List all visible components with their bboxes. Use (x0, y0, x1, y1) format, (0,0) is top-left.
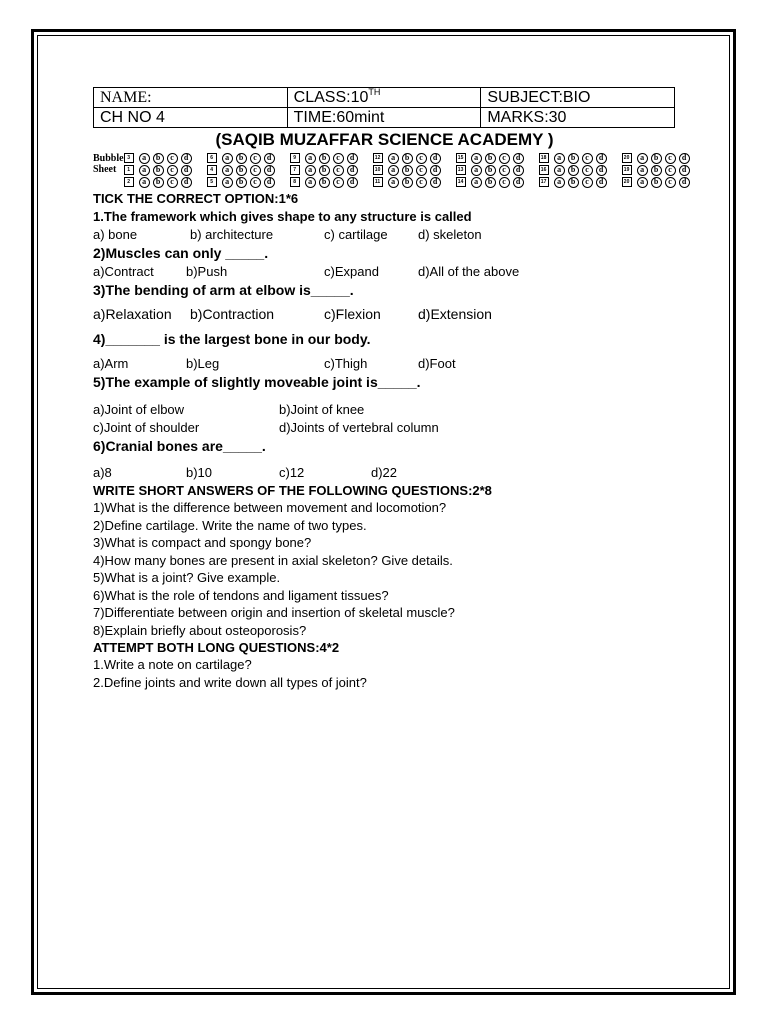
mcq-option[interactable]: c)12 (279, 465, 305, 480)
answer-bubble[interactable]: a (139, 165, 150, 176)
answer-bubble[interactable]: b (568, 153, 579, 164)
answer-bubble[interactable]: a (222, 177, 233, 188)
answer-bubble[interactable]: b (236, 153, 247, 164)
answer-bubble[interactable]: c (167, 177, 178, 188)
answer-bubble[interactable]: d (430, 165, 441, 176)
answer-bubble[interactable]: c (665, 153, 676, 164)
bubble-sheet-label: Bubble Sheet (93, 153, 124, 175)
mcq-option[interactable]: a)8 (93, 465, 112, 480)
short-question: 4)How many bones are present in axial skeleton? Give details. (93, 552, 453, 568)
short-question: 2)Define cartilage. Write the name of two types. (93, 517, 367, 533)
mcq-options-5a (93, 401, 676, 419)
answer-bubble[interactable]: d (679, 153, 690, 164)
answer-bubble[interactable]: c (167, 165, 178, 176)
answer-bubble[interactable]: b (402, 165, 413, 176)
mcq-question-4: 4)_______ is the largest bone in our body. (93, 331, 371, 347)
mcq-options-3 (93, 304, 676, 324)
bubble-question-number: 11 (373, 177, 383, 187)
bubble-question-number: 5 (207, 177, 217, 187)
bubble-question-number: 3 (124, 153, 134, 163)
bubble-column (290, 152, 373, 188)
bubble-row (456, 164, 539, 176)
mcq-heading: TICK THE CORRECT OPTION:1*6 (93, 191, 299, 206)
bubble-question-number: 12 (373, 153, 383, 163)
bubble-column (456, 152, 539, 188)
mcq-options-6 (93, 464, 676, 482)
short-question: 7)Differentiate between origin and insertion of skeletal muscle? (93, 605, 455, 620)
paper-content (93, 87, 687, 691)
class-superscript: TH (368, 87, 381, 97)
answer-bubble[interactable]: b (319, 153, 330, 164)
answer-bubble[interactable]: b (153, 153, 164, 164)
mcq-option[interactable]: a)Joint of elbow (93, 402, 185, 417)
mcq-option[interactable]: c) cartilage (324, 227, 388, 242)
bubble-question-number: 18 (539, 153, 549, 163)
mcq-options-4 (93, 355, 676, 373)
bubble-row (290, 152, 373, 164)
mcq-option[interactable]: b) architecture (190, 227, 274, 242)
answer-bubble[interactable]: c (250, 153, 261, 164)
mcq-option[interactable]: b)Joint of knee (279, 402, 365, 417)
answer-bubble[interactable]: a (554, 165, 565, 176)
class-cell (287, 88, 481, 108)
bubble-question-number: 16 (539, 165, 549, 175)
answer-bubble[interactable]: a (637, 165, 648, 176)
bubble-sheet-grid (124, 152, 705, 188)
answer-bubble[interactable]: a (554, 153, 565, 164)
mcq-question-5: 5)The example of slightly moveable joint is_____. (93, 374, 421, 390)
mcq-question-3: 3)The bending of arm at elbow is_____. (93, 282, 354, 298)
short-question: 3)What is compact and spongy bone? (93, 535, 312, 550)
mcq-options-5b (93, 419, 676, 437)
answer-bubble[interactable]: c (499, 165, 510, 176)
answer-bubble[interactable]: b (153, 177, 164, 188)
mcq-question-2: 2)Muscles can only _____. (93, 245, 269, 261)
answer-bubble[interactable]: c (582, 177, 593, 188)
bubble-row (456, 152, 539, 164)
answer-bubble[interactable]: b (568, 165, 579, 176)
mcq-option[interactable]: d) skeleton (418, 227, 482, 242)
bubble-row (539, 164, 622, 176)
bubble-column (622, 152, 705, 188)
bubble-question-number: 9 (290, 153, 300, 163)
short-question: 6)What is the role of tendons and ligament tissues? (93, 587, 389, 603)
answer-bubble[interactable]: c (499, 153, 510, 164)
long-question: 2.Define joints and write down all types of joint? (93, 674, 367, 690)
answer-bubble[interactable]: b (485, 177, 496, 188)
answer-bubble[interactable]: c (416, 177, 427, 188)
bubble-row (622, 152, 705, 164)
answer-bubble[interactable]: d (347, 165, 358, 176)
bubble-column (207, 152, 290, 188)
answer-bubble[interactable]: d (264, 153, 275, 164)
bubble-row (290, 176, 373, 188)
bubble-question-number: 13 (456, 165, 466, 175)
mcq-option[interactable]: c)Joint of shoulder (93, 420, 200, 435)
answer-bubble[interactable]: c (250, 165, 261, 176)
answer-bubble[interactable]: c (333, 165, 344, 176)
mcq-option[interactable]: c)Flexion (324, 306, 381, 322)
short-questions-heading: WRITE SHORT ANSWERS OF THE FOLLOWING QUESTIONS:2*8 (93, 483, 492, 498)
bubble-row (622, 164, 705, 176)
answer-bubble[interactable]: d (181, 153, 192, 164)
answer-bubble[interactable]: c (333, 153, 344, 164)
time-cell: TIME:60mint (287, 108, 481, 128)
answer-bubble[interactable]: b (651, 153, 662, 164)
mcq-option[interactable]: a)Arm (93, 356, 129, 371)
answer-bubble[interactable]: a (305, 153, 316, 164)
class-label: CLASS:10 (293, 89, 369, 106)
answer-bubble[interactable]: b (568, 177, 579, 188)
answer-bubble[interactable]: b (319, 177, 330, 188)
answer-bubble[interactable]: c (665, 177, 676, 188)
answer-bubble[interactable]: a (471, 177, 482, 188)
bubble-column (124, 152, 207, 188)
answer-bubble[interactable]: c (250, 177, 261, 188)
mcq-option[interactable]: a)Relaxation (93, 306, 172, 322)
answer-bubble[interactable]: b (485, 153, 496, 164)
answer-bubble[interactable]: d (596, 177, 607, 188)
mcq-option[interactable]: a)Contract (93, 264, 154, 279)
mcq-option[interactable]: d)Foot (418, 356, 456, 371)
answer-bubble[interactable]: d (679, 165, 690, 176)
bubble-row (207, 152, 290, 164)
bubble-question-number: 14 (456, 177, 466, 187)
bubble-question-number: 6 (207, 153, 217, 163)
answer-bubble[interactable]: a (305, 177, 316, 188)
bubble-row (207, 176, 290, 188)
bubble-row (124, 176, 207, 188)
bubble-row (373, 176, 456, 188)
bubble-column (539, 152, 622, 188)
answer-bubble[interactable]: d (513, 165, 524, 176)
bubble-question-number: 7 (290, 165, 300, 175)
mcq-option[interactable]: c)Expand (324, 264, 379, 279)
short-question: 1)What is the difference between movement and locomotion? (93, 500, 447, 515)
answer-bubble[interactable]: b (651, 165, 662, 176)
answer-bubble[interactable]: d (347, 177, 358, 188)
bubble-question-number: 10 (373, 165, 383, 175)
bubble-row (124, 152, 207, 164)
answer-bubble[interactable]: a (388, 177, 399, 188)
header-table (93, 87, 675, 128)
bubble-row (373, 152, 456, 164)
answer-bubble[interactable]: d (513, 177, 524, 188)
answer-bubble[interactable]: a (222, 153, 233, 164)
bubble-question-number: 2 (124, 177, 134, 187)
bubble-row (622, 176, 705, 188)
answer-bubble[interactable]: c (416, 153, 427, 164)
answer-bubble[interactable]: b (236, 177, 247, 188)
answer-bubble[interactable]: d (264, 165, 275, 176)
mcq-option[interactable]: d)Extension (418, 306, 492, 322)
answer-bubble[interactable]: b (485, 165, 496, 176)
answer-bubble[interactable]: d (430, 153, 441, 164)
bubble-sheet (93, 152, 687, 190)
answer-bubble[interactable]: d (347, 153, 358, 164)
answer-bubble[interactable]: c (499, 177, 510, 188)
bubble-question-number: 17 (539, 177, 549, 187)
mcq-option[interactable]: a) bone (93, 227, 138, 242)
answer-bubble[interactable]: b (402, 153, 413, 164)
answer-bubble[interactable]: d (596, 153, 607, 164)
answer-bubble[interactable]: a (139, 153, 150, 164)
mcq-option[interactable]: c)Thigh (324, 356, 368, 371)
short-question: 8)Explain briefly about osteoporosis? (93, 622, 307, 638)
mcq-option[interactable]: d)Joints of vertebral column (279, 420, 439, 435)
answer-bubble[interactable]: a (222, 165, 233, 176)
answer-bubble[interactable]: b (319, 165, 330, 176)
answer-bubble[interactable]: d (679, 177, 690, 188)
answer-bubble[interactable]: b (651, 177, 662, 188)
bubble-question-number: 20 (622, 177, 632, 187)
bubble-row (539, 152, 622, 164)
answer-bubble[interactable]: a (471, 165, 482, 176)
bubble-question-number: 15 (456, 153, 466, 163)
bubble-question-number: 1 (124, 165, 134, 175)
bubble-question-number: 8 (290, 177, 300, 187)
answer-bubble[interactable]: c (582, 153, 593, 164)
answer-bubble[interactable]: b (153, 165, 164, 176)
subject-cell: SUBJECT:BIO (481, 88, 675, 108)
answer-bubble[interactable]: d (181, 165, 192, 176)
answer-bubble[interactable]: d (181, 177, 192, 188)
bubble-row (207, 164, 290, 176)
bubble-row (373, 164, 456, 176)
mcq-question-6: 6)Cranial bones are_____. (93, 438, 266, 454)
answer-bubble[interactable]: a (305, 165, 316, 176)
bubble-row (290, 164, 373, 176)
bubble-question-number: 20 (622, 153, 632, 163)
long-questions-heading: ATTEMPT BOTH LONG QUESTIONS:4*2 (93, 640, 340, 655)
answer-bubble[interactable]: c (665, 165, 676, 176)
bubble-question-number: 19 (622, 165, 632, 175)
answer-bubble[interactable]: a (471, 153, 482, 164)
answer-bubble[interactable]: a (637, 177, 648, 188)
answer-bubble[interactable]: c (167, 153, 178, 164)
mcq-options-2 (93, 263, 676, 281)
mcq-question-1: 1.The framework which gives shape to any structure is called (93, 209, 472, 224)
answer-bubble[interactable]: b (402, 177, 413, 188)
marks-cell: MARKS:30 (481, 108, 675, 128)
academy-title: (SAQIB MUZAFFAR SCIENCE ACADEMY ) (215, 130, 554, 149)
mcq-option[interactable]: b)10 (186, 465, 213, 480)
answer-bubble[interactable]: a (554, 177, 565, 188)
answer-bubble[interactable]: b (236, 165, 247, 176)
mcq-option[interactable]: b)Contraction (190, 306, 275, 322)
answer-bubble[interactable]: d (596, 165, 607, 176)
answer-bubble[interactable]: c (416, 165, 427, 176)
answer-bubble[interactable]: d (264, 177, 275, 188)
mcq-option[interactable]: b)Leg (186, 356, 220, 371)
mcq-option[interactable]: d)All of the above (418, 264, 520, 279)
answer-bubble[interactable]: a (637, 153, 648, 164)
mcq-option[interactable]: d)22 (371, 465, 398, 480)
bubble-question-number: 4 (207, 165, 217, 175)
mcq-option[interactable]: b)Push (186, 264, 228, 279)
mcq-options-1 (93, 226, 676, 244)
answer-bubble[interactable]: d (513, 153, 524, 164)
answer-bubble[interactable]: c (333, 177, 344, 188)
chapter-cell: CH NO 4 (94, 108, 288, 128)
answer-bubble[interactable]: a (388, 165, 399, 176)
bubble-column (373, 152, 456, 188)
answer-bubble[interactable]: a (388, 153, 399, 164)
answer-bubble[interactable]: a (139, 177, 150, 188)
bubble-row (124, 164, 207, 176)
short-question: 5)What is a joint? Give example. (93, 570, 281, 585)
long-question: 1.Write a note on cartilage? (93, 657, 252, 672)
answer-bubble[interactable]: d (430, 177, 441, 188)
bubble-row (456, 176, 539, 188)
answer-bubble[interactable]: c (582, 165, 593, 176)
bubble-row (539, 176, 622, 188)
name-cell: NAME: (94, 88, 288, 108)
